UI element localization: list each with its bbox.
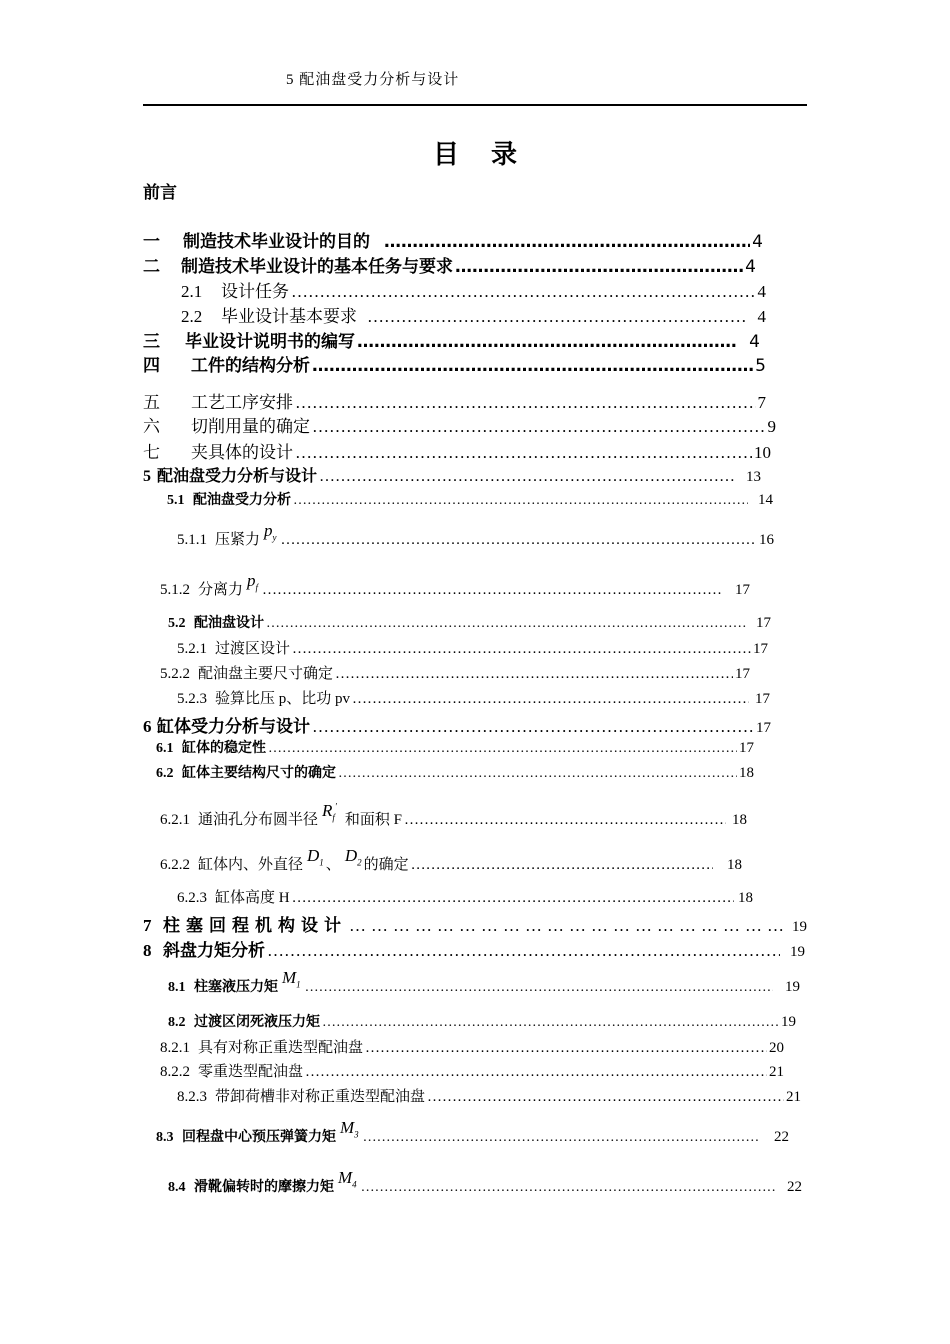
toc-number: 5.1.1 [177,532,207,548]
toc-entry[interactable] [143,463,761,486]
toc-page: 5 [755,356,766,376]
toc-leader [312,356,753,376]
toc-leader [363,1130,760,1146]
toc-page: 18 [739,765,754,781]
toc-number: 6.2.3 [177,890,207,906]
toc-label: 通油孔分布圆半径 [198,812,319,828]
toc-number: 6.1 [156,741,174,756]
toc-number: 8.3 [156,1130,174,1145]
toc-entry[interactable] [143,438,771,463]
toc-number: 五 [143,393,160,412]
toc-label: 过渡区设计 [215,641,291,657]
toc-page: 13 [746,469,761,485]
toc-leader [361,1180,775,1196]
toc-entry[interactable] [167,489,773,509]
toc-number: 7 [143,916,152,935]
toc-number: 三 [143,332,160,352]
toc-leader [295,393,756,413]
toc-label: 缸体受力分析与设计 [157,717,310,737]
toc-label: 具有对称正重迭型配油盘 [198,1040,364,1056]
toc-label: 缸体的稳定性 [182,741,266,756]
toc-page: 17 [756,615,771,631]
toc-page: 4 [749,332,760,352]
toc-page: 17 [755,691,770,707]
pressure-symbol: $p_y$ [264,521,277,543]
toc-entry[interactable] [156,762,754,782]
toc-page: 21 [769,1064,784,1080]
toc-entry[interactable] [160,801,747,830]
toc-label: 配油盘主要尺寸确定 [198,666,334,682]
toc-page: 14 [758,492,773,508]
toc-number: 8.2 [168,1015,186,1030]
diameter-symbol: $D_2$ [344,846,362,868]
toc-entry[interactable] [177,886,753,907]
toc-page: 10 [754,443,771,462]
toc-leader [292,890,734,907]
toc-number: 6.2 [156,766,174,781]
toc-entry[interactable] [143,412,776,437]
toc-label: 分离力 [198,582,244,598]
toc-leader [267,941,780,961]
toc-leader [295,443,752,463]
toc-leader [262,582,723,599]
moment-symbol: $M_4$ [338,1168,357,1190]
toc-number: 2.1 [181,282,203,301]
toc-entry[interactable] [156,1118,789,1147]
toc-page: 17 [735,666,750,682]
toc-label: 切削用量的确定 [191,417,310,436]
toc-number: 六 [143,417,160,436]
toc-page: 18 [732,812,747,828]
toc-entry[interactable] [168,612,771,632]
toc-entry[interactable] [160,846,742,875]
toc-entry[interactable] [143,252,756,277]
toc-label: 工艺工序安排 [191,393,293,412]
toc-leader [338,766,737,782]
moment-symbol: $M_1$ [282,968,301,990]
toc-page: 17 [753,641,768,657]
toc-leader [455,257,743,277]
toc-page: 18 [727,857,742,873]
toc-entry[interactable] [143,227,763,252]
toc-leader [281,532,757,549]
toc-label-suffix: 和面积 F [344,812,402,828]
toc-entry[interactable] [177,521,774,550]
toc-page: 4 [745,257,756,277]
toc-page: 22 [787,1179,802,1195]
toc-entry[interactable] [156,737,754,757]
toc-entry[interactable] [177,637,768,658]
toc-label: 制造技术毕业设计的目的 [183,232,370,252]
toc-number: 一 [143,232,160,252]
toc-label: 配油盘设计 [194,616,264,631]
toc-number: 8.2.1 [160,1040,190,1056]
toc-page: 19 [792,919,807,935]
toc-label: 配油盘受力分析 [193,493,291,508]
toc-label: 夹具体的设计 [191,443,293,462]
toc-entry[interactable] [143,327,760,352]
diameter-symbol: $D_1$ [307,846,324,868]
toc-label: 缸体主要结构尺寸的确定 [182,766,336,781]
toc-page: 4 [752,232,763,252]
toc-leader [305,1064,767,1081]
toc-leader [367,307,746,327]
toc-number: 8 [143,941,152,960]
toc-number: 二 [143,257,160,277]
toc-number: 8.2.3 [177,1089,207,1105]
toc-label: 零重迭型配油盘 [198,1064,304,1080]
toc-leader [293,493,748,509]
running-header: 5 配油盘受力分析与设计 [286,72,460,88]
toc-label: 柱塞回程机构设计 [163,916,347,936]
page-title: 目录 [432,140,549,170]
toc-leader [268,741,737,757]
toc-page: 20 [769,1040,784,1056]
toc-label: 过渡区闭死液压力矩 [194,1015,320,1030]
toc-entry[interactable] [143,351,766,376]
toc-label: 缸体高度 H [215,890,290,906]
toc-page: 19 [790,944,805,960]
toc-label: 毕业设计基本要求 [221,307,357,326]
toc-label: 缸体内、外直径 [198,857,304,873]
toc-page: 17 [735,582,750,598]
toc-page: 22 [774,1129,789,1145]
toc-entry[interactable] [168,968,800,997]
toc-number: 5.2.2 [160,666,190,682]
toc-label: 工件的结构分析 [191,356,310,376]
toc-number: 6.2.2 [160,857,190,873]
toc-label: 毕业设计说明书的编写 [185,332,355,352]
toc-leader [312,417,766,437]
toc-page: 16 [759,532,774,548]
toc-page: 18 [738,890,753,906]
toc-number: 6.2.1 [160,812,190,828]
toc-page: 4 [757,282,766,301]
toc-entry[interactable] [168,1168,802,1197]
header-rule [143,104,807,106]
toc-label-suffix: 的确定 [363,857,409,873]
toc-page: 19 [781,1014,796,1030]
toc-entry[interactable] [143,911,807,936]
toc-leader [312,717,754,737]
toc-leader [319,468,734,486]
toc-label: 滑靴偏转时的摩擦力矩 [194,1180,334,1195]
toc-page: 7 [757,393,766,412]
toc-leader [292,641,751,658]
toc-entry[interactable] [168,1011,796,1031]
toc-page: 17 [756,720,771,736]
toc-number: 5.1 [167,493,185,508]
toc-entry[interactable] [143,388,766,413]
toc-leader [335,666,733,683]
pressure-symbol: $p_f$ [247,571,259,593]
toc-page: 9 [767,417,776,436]
toc-number: 5.2.3 [177,691,207,707]
toc-label: 压紧力 [215,532,261,548]
toc-label: 配油盘受力分析与设计 [157,468,318,485]
toc-leader [404,812,726,829]
toc-label: 设计任务 [221,282,289,301]
toc-entry[interactable] [160,1060,784,1081]
toc-label: 带卸荷槽非对称正重迭型配油盘 [215,1089,426,1105]
toc-leader [349,916,786,936]
toc-entry[interactable] [181,302,766,327]
toc-entry[interactable] [160,662,750,683]
toc-entry[interactable] [160,1036,784,1057]
toc-leader [266,616,746,632]
toc-leader [357,332,737,352]
toc-page: 17 [739,740,754,756]
toc-label: 斜盘力矩分析 [163,941,265,961]
toc-number: 8.4 [168,1180,186,1195]
radius-symbol: $R_f'$ [322,801,337,823]
toc-page: 19 [785,979,800,995]
toc-number: 5.1.2 [160,582,190,598]
toc-page: 4 [757,307,766,326]
toc-number: 5.2.1 [177,641,207,657]
toc-leader [322,1015,779,1031]
toc-page: 21 [786,1089,801,1105]
toc-number: 2.2 [181,307,203,326]
toc-leader [365,1040,767,1057]
toc-entry[interactable] [143,712,771,737]
toc-number: 5 [143,468,151,485]
toc-entry[interactable] [181,277,766,302]
toc-separator: 、 [325,857,341,873]
toc-label: 验算比压 p、比功 pv [215,691,351,707]
toc-leader [427,1089,784,1106]
toc-number: 5.2 [168,616,186,631]
toc-number: 6 [143,717,152,736]
toc-number: 七 [143,443,160,462]
toc-number: 8.1 [168,980,186,995]
toc-preface: 前言 [143,183,177,203]
toc-number: 8.2.2 [160,1064,190,1080]
toc-leader [305,980,773,996]
toc-leader [291,282,756,302]
toc-entry[interactable] [143,936,805,961]
toc-leader [411,857,713,874]
toc-label: 制造技术毕业设计的基本任务与要求 [181,257,453,277]
toc-leader [352,691,749,708]
toc-entry[interactable] [160,571,750,600]
toc-entry[interactable] [177,1085,801,1106]
toc-leader [384,232,750,252]
moment-symbol: $M_3$ [340,1118,359,1140]
toc-entry[interactable] [177,687,770,708]
toc-label: 回程盘中心预压弹簧力矩 [182,1130,336,1145]
toc-label: 柱塞液压力矩 [194,980,278,995]
toc-number: 四 [143,356,160,376]
